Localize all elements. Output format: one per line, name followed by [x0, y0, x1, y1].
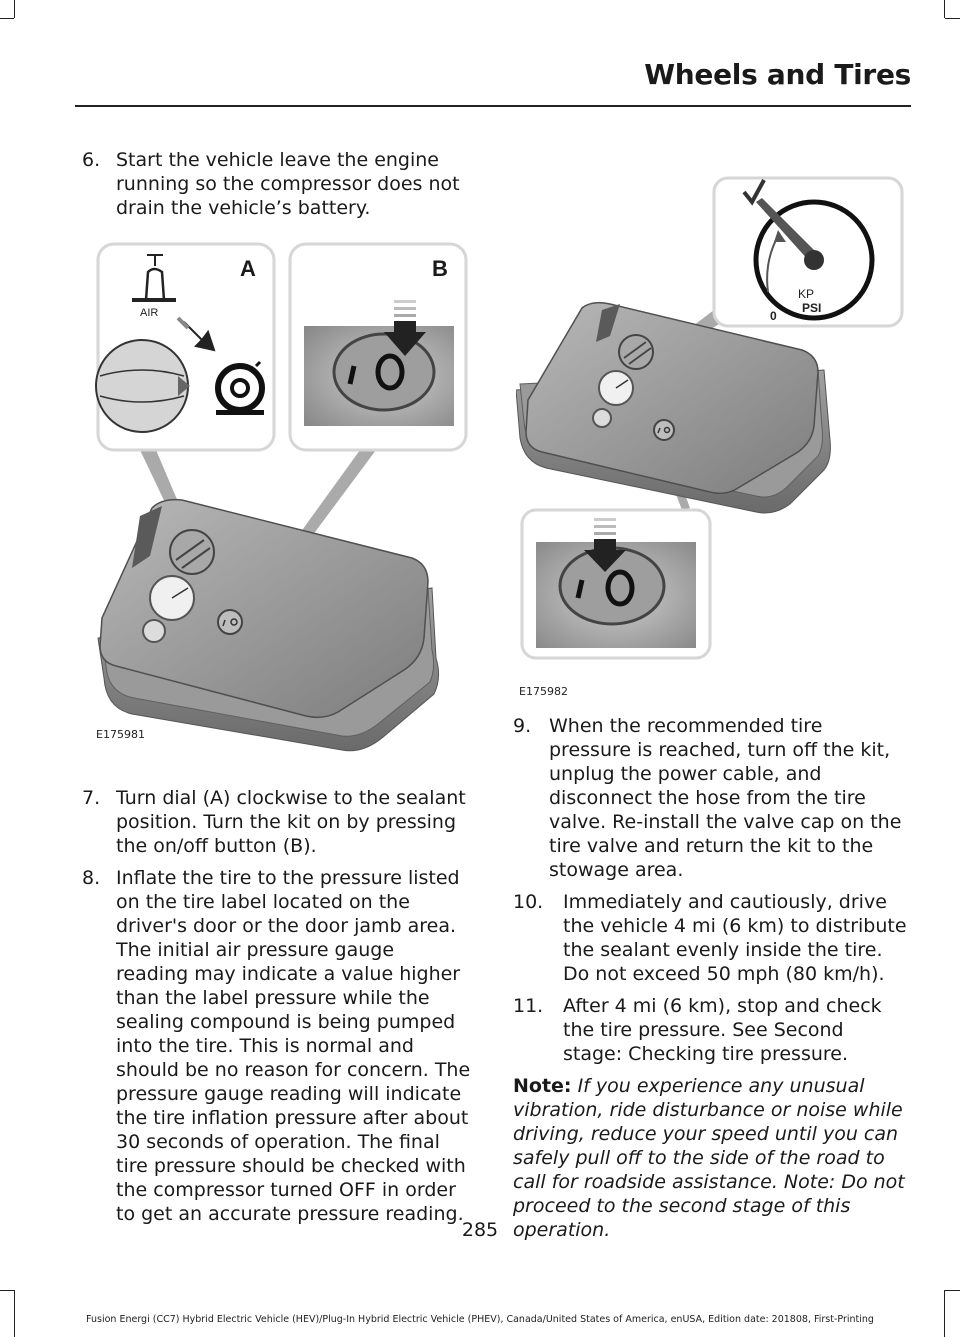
step-9 — [513, 714, 908, 882]
step-number: 7. — [82, 787, 101, 809]
footer-line: Fusion Energi (CC7) Hybrid Electric Vehicle (HEV)/Plug-In Hybrid Electric Vehicle (PHEV), Canada/United States of America, enUSA, Edition date: 201808, First-Printing — [86, 1314, 874, 1325]
crop-mark — [944, 0, 945, 18]
note-text: If you experience any unusual vibration, ride disturbance or noise while driving, reduce your speed until you can safely pull off to the side of the road to call for roadside assistance. Note: Do not proceed to the second stage of this operation. — [513, 1075, 905, 1241]
air-label: AIR — [140, 307, 159, 319]
step-11 — [513, 994, 908, 1066]
step-number: 6. — [82, 149, 101, 171]
left-column-top — [82, 148, 467, 228]
crop-mark — [14, 1290, 15, 1337]
compressor-gauge-illustration — [516, 170, 906, 664]
gauge-zero-label: 0 — [770, 309, 777, 323]
title-rule — [75, 105, 911, 107]
step-text: Start the vehicle leave the engine running so the compressor does not drain the vehicle’s battery. — [116, 149, 460, 219]
left-column-bottom — [82, 786, 472, 1234]
page-title: Wheels and Tires — [644, 58, 911, 91]
gauge-unit-top: KP — [798, 287, 815, 301]
right-column — [513, 714, 908, 1250]
note — [513, 1074, 908, 1242]
step-text: After 4 mi (6 km), stop and check the tire pressure. See Second stage: Checking tire pressure. — [563, 995, 882, 1065]
crop-mark — [945, 18, 960, 19]
crop-mark — [0, 18, 14, 19]
step-number: 9. — [513, 715, 532, 737]
figure-compressor-gauge — [516, 170, 906, 664]
crop-mark — [944, 1290, 945, 1337]
figure-code: E175982 — [519, 685, 568, 698]
step-text: Inflate the tire to the pressure listed on the tire label located on the driver's door or the door jamb area. The initial air pressure gauge reading may indicate a value higher than the label pressure while the sealing compound is being pumped into the tire. This is normal and should be no reason for concern. The pressure gauge reading will indicate the tire inflation pressure after about 30 seconds of operation. The final tire pressure should be checked with the compressor turned OFF in order to get an accurate pressure reading. — [116, 867, 471, 1225]
callout-a-label: A — [240, 256, 256, 281]
note-label: Note: — [513, 1075, 572, 1097]
step-10 — [513, 890, 908, 986]
callout-b-label: B — [432, 256, 448, 281]
crop-mark — [14, 0, 15, 18]
page-number: 285 — [461, 1219, 499, 1241]
step-8 — [82, 866, 472, 1226]
step-text: When the recommended tire pressure is reached, turn off the kit, unplug the power cable, and disconnect the hose from the tire valve. Re-install the valve cap on the tire valve and return the kit to the stowage area. — [549, 715, 902, 881]
step-text: Turn dial (A) clockwise to the sealant position. Turn the kit on by pressing the on/off button (B). — [116, 787, 466, 857]
step-number: 10. — [513, 891, 544, 913]
crop-mark — [0, 1290, 14, 1291]
crop-mark — [945, 1290, 960, 1291]
step-6 — [82, 148, 467, 220]
compressor-controls-illustration — [92, 238, 472, 758]
step-7 — [82, 786, 472, 858]
step-number: 8. — [82, 867, 101, 889]
step-text: Immediately and cautiously, drive the vehicle 4 mi (6 km) to distribute the sealant evenly inside the tire. Do not exceed 50 mph (80 km/h). — [563, 891, 907, 985]
figure-compressor-controls — [92, 238, 472, 758]
step-number: 11. — [513, 995, 544, 1017]
figure-code: E175981 — [96, 728, 145, 741]
gauge-unit-bottom: PSI — [802, 301, 822, 315]
